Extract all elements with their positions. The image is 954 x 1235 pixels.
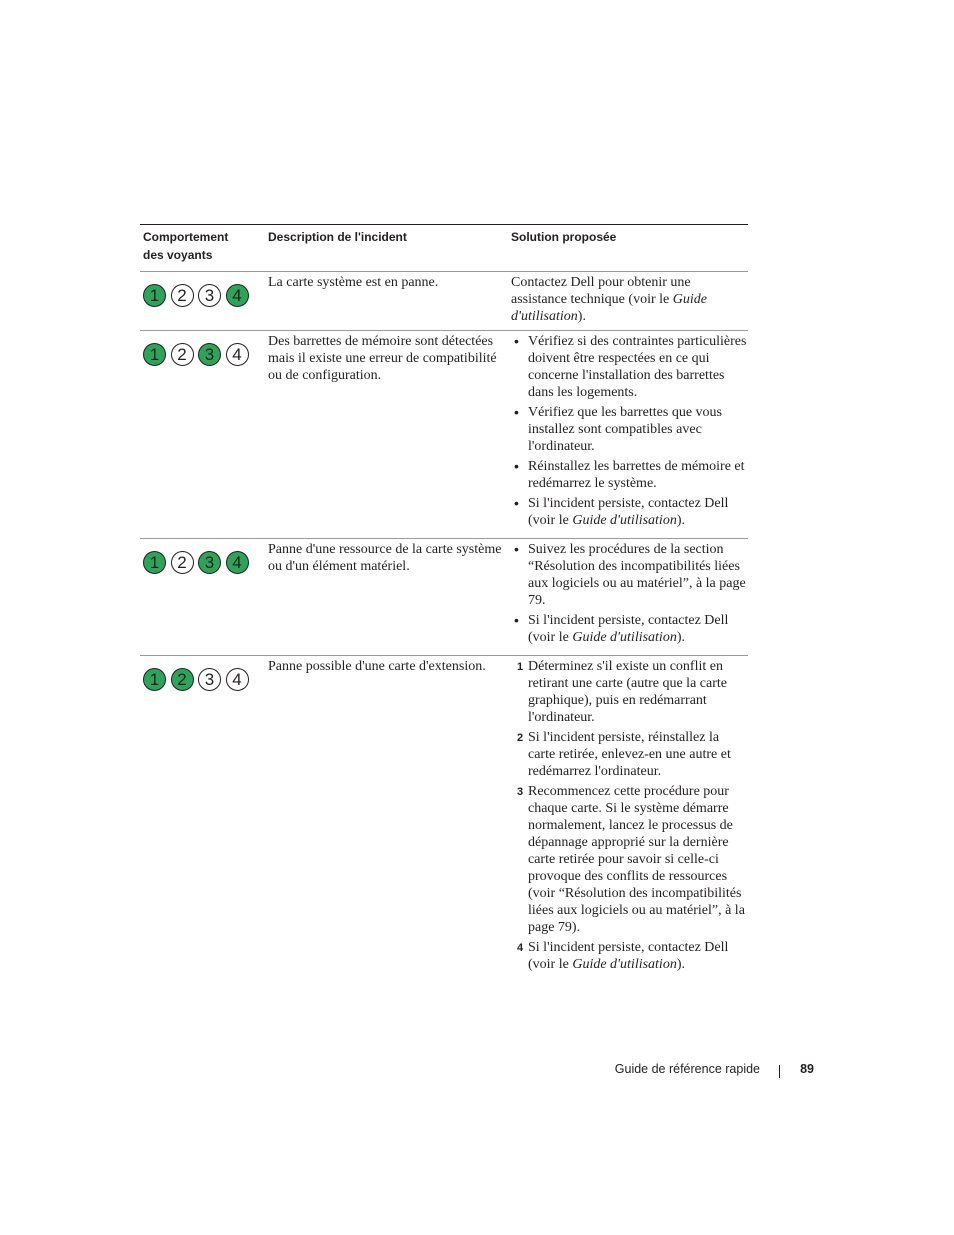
diagnostic-light-4-icon: 4 [226, 284, 249, 307]
light-pattern-cell [140, 658, 268, 976]
solution-cell [511, 274, 748, 325]
table-row [140, 656, 748, 982]
diagnostic-light-3-icon: 3 [198, 551, 221, 574]
description-cell: La carte système est en panne. [268, 275, 439, 290]
user-guide-reference: Guide d'utilisation [572, 630, 677, 645]
solution-list [511, 541, 748, 646]
diagnostic-light-1-icon: 1 [143, 343, 166, 366]
solution-item-text: Vérifiez que les barrettes que vous installez sont compatibles avec l'ordinateur. [528, 405, 722, 454]
header-suggested-solution: Solution proposée [511, 230, 617, 244]
diagnostic-light-2-icon: 2 [171, 668, 194, 691]
diagnostic-light-4-icon: 4 [226, 343, 249, 366]
solution-cell [511, 541, 748, 649]
diagnostic-light-2-icon: 2 [171, 551, 194, 574]
solution-text-end: ). [577, 309, 586, 324]
step-number: 1 [517, 661, 524, 673]
diagnostic-light-1-icon: 1 [143, 668, 166, 691]
solution-list [511, 333, 748, 529]
solution-cell [511, 333, 748, 532]
solution-item-text: Déterminez s'il existe un conflit en retirant une carte (autre que la carte graphique), puis en redémarrant l'ordinateur. [528, 659, 727, 725]
table-row [140, 331, 748, 539]
diagnostic-lights [143, 668, 268, 691]
diagnostic-light-2-icon: 2 [171, 343, 194, 366]
bullet-marker: • [514, 458, 519, 474]
footer-divider [779, 1065, 780, 1078]
user-guide-reference: Guide d'utilisation [572, 513, 677, 528]
solution-item-end: ). [676, 957, 685, 972]
step-number: 2 [517, 732, 524, 744]
solution-item [511, 541, 748, 609]
footer-guide-title: Guide de référence rapide [614, 1062, 760, 1076]
solution-item [511, 404, 748, 455]
description-cell: Des barrettes de mémoire sont détectées mais il existe une erreur de compatibilité ou de configuration. [268, 334, 497, 383]
diagnostic-light-4-icon: 4 [226, 551, 249, 574]
step-number: 3 [517, 786, 524, 798]
user-guide-reference: Guide d'utilisation [572, 957, 677, 972]
solution-item [511, 458, 748, 492]
troubleshooting-table [140, 224, 748, 982]
solution-item-text: Suivez les procédures de la section “Résolution des incompatibilités liées aux logiciels ou au matériel”, à la page 79. [528, 542, 746, 608]
page-footer [560, 1062, 814, 1080]
solution-item-end: ). [676, 630, 685, 645]
table-row [140, 272, 748, 331]
diagnostic-light-4-icon: 4 [226, 668, 249, 691]
solution-item [511, 783, 748, 936]
step-number: 4 [517, 942, 524, 954]
solution-cell [511, 658, 748, 976]
page-number: 89 [800, 1062, 814, 1076]
table-row [140, 539, 748, 656]
bullet-marker: • [514, 612, 519, 628]
table-header-row [140, 225, 748, 272]
bullet-marker: • [514, 404, 519, 420]
solution-list [511, 658, 748, 973]
bullet-marker: • [514, 333, 519, 349]
diagnostic-light-1-icon: 1 [143, 551, 166, 574]
diagnostic-lights [143, 343, 268, 366]
header-problem-description: Description de l'incident [268, 230, 407, 244]
solution-item-text: Recommencez cette procédure pour chaque carte. Si le système démarre normalement, lancez le processus de dépannage approprié sur la dernière carte retirée pour savoir si celle-ci provoque des conflits de ressources (voir “Résolution des incompatibilités liées aux logiciels ou au matériel”, à la page 79). [528, 784, 745, 935]
solution-item-text: Si l'incident persiste, contactez Dell (voir le [528, 940, 729, 972]
bullet-marker: • [514, 495, 519, 511]
diagnostic-light-1-icon: 1 [143, 284, 166, 307]
diagnostic-light-3-icon: 3 [198, 343, 221, 366]
diagnostic-light-3-icon: 3 [198, 668, 221, 691]
solution-item [511, 333, 748, 401]
header-light-behavior [140, 228, 268, 264]
diagnostic-light-2-icon: 2 [171, 284, 194, 307]
bullet-marker: • [514, 541, 519, 557]
solution-item [511, 729, 748, 780]
solution-item [511, 658, 748, 726]
solution-item-end: ). [676, 513, 685, 528]
solution-item-text: Réinstallez les barrettes de mémoire et redémarrez le système. [528, 459, 745, 491]
diagnostic-light-3-icon: 3 [198, 284, 221, 307]
solution-item [511, 495, 748, 529]
light-pattern-cell [140, 274, 268, 325]
solution-text: Contactez Dell pour obtenir une assistance technique (voir le [511, 275, 691, 307]
diagnostic-lights [143, 551, 268, 574]
light-pattern-cell [140, 541, 268, 649]
header-light-behavior-line1: Comportement [143, 230, 229, 244]
header-light-behavior-line2: des voyants [143, 248, 213, 262]
solution-item-text: Si l'incident persiste, contactez Dell (voir le [528, 496, 729, 528]
solution-item [511, 612, 748, 646]
solution-item-text: Vérifiez si des contraintes particulières doivent être respectées en ce qui concerne l'installation des barrettes dans les logements. [528, 334, 747, 400]
description-cell: Panne d'une ressource de la carte système ou d'un élément matériel. [268, 542, 502, 574]
solution-item [511, 939, 748, 973]
description-cell: Panne possible d'une carte d'extension. [268, 659, 486, 674]
light-pattern-cell [140, 333, 268, 532]
user-guide-reference: Guide d'utilisation [511, 292, 707, 324]
solution-item-text: Si l'incident persiste, réinstallez la carte retirée, enlevez-en une autre et redémarrez l'ordinateur. [528, 730, 731, 779]
solution-item-text: Si l'incident persiste, contactez Dell (voir le [528, 613, 729, 645]
diagnostic-lights [143, 284, 268, 307]
